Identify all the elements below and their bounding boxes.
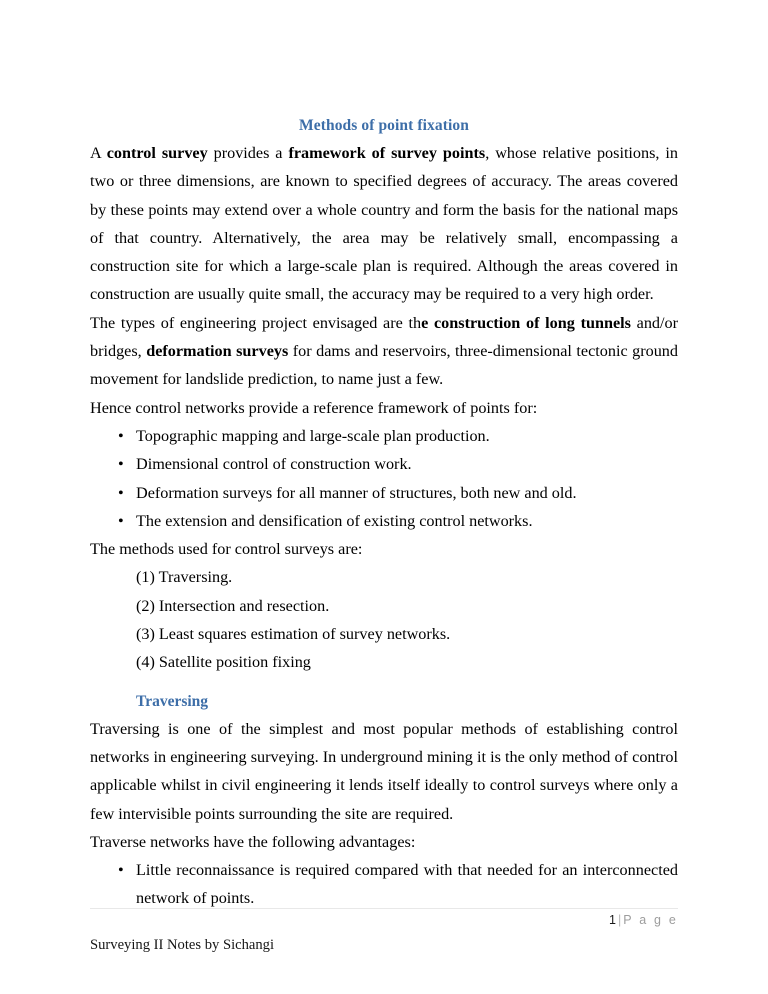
page-title: Methods of point fixation (299, 117, 469, 134)
intro-text-part-3: , whose relative positions, in two or three dimensions, are known to specified degrees of accuracy. The areas covered by these points may extend over a whole country and form the basis for the national maps of that country. Alternatively, the area may be relatively small, encompassing a construction site for which a large-scale plan is required. Although the areas covered in construction are usually quite small, the accuracy may be required to a very high order. (90, 144, 678, 304)
footer-divider (90, 908, 678, 909)
list-item: • The extension and densification of existing control networks. (90, 507, 678, 535)
list-item: (1) Traversing. (136, 568, 233, 587)
list-item: (2) Intersection and resection. (136, 596, 330, 615)
list-item: • Deformation surveys for all manner of structures, both new and old. (90, 479, 678, 507)
projects-text-part-1: The types of engineering project envisaged are th (90, 313, 422, 332)
paragraph-projects (90, 309, 678, 394)
page-number-separator: | (617, 913, 622, 927)
projects-bold-deformation-surveys: deformation surveys (146, 342, 289, 361)
paragraph-methods-lead: The methods used for control surveys are: (90, 540, 363, 559)
projects-text-part-3: for dams and reservoirs, three-dimensional tectonic ground movement for landslide prediction, to name just a few. (90, 342, 678, 389)
intro-text-part-1: A (90, 144, 107, 162)
page-number-block (90, 912, 678, 928)
paragraph-framework-lead: Hence control networks provide a reference framework of points for: (90, 398, 538, 417)
methods-numbered-list (90, 563, 678, 676)
intro-text-part-2: provides a (207, 144, 289, 162)
projects-bold-construction-of-long-tunnels: e construction of long tunnels (421, 313, 631, 332)
list-item: • Dimensional control of construction work. (90, 450, 678, 478)
intro-bold-framework-of-survey-points: framework of survey points (288, 144, 486, 162)
projects-text-part-2: and/or bridges, (90, 313, 678, 361)
list-item: (3) Least squares estimation of survey networks. (136, 625, 451, 644)
document-content (90, 115, 678, 913)
list-item: (4) Satellite position fixing (136, 653, 311, 672)
page-word-label: P a g e (623, 913, 678, 927)
paragraph-intro (90, 139, 678, 309)
page-number: 1 (609, 913, 616, 927)
section-heading-traversing: Traversing (136, 692, 209, 710)
list-item: • Topographic mapping and large-scale plan production. (90, 422, 678, 450)
footer-credit-text: Surveying II Notes by Sichangi (90, 937, 275, 953)
paragraph-traversing-body: Traversing is one of the simplest and most popular methods of establishing control networks in engineering surveying. In underground mining it is the only method of control applicable whilst in civil engineering it lends itself ideally to control surveys where only a few intervisible points surrounding the site are required. (90, 719, 678, 823)
intro-bold-control-survey: control survey (106, 144, 208, 162)
page-footer (90, 908, 678, 955)
list-item: • Little reconnaissance is required compared with that needed for an interconnected network of points. (90, 856, 678, 913)
paragraph-advantages-lead: Traverse networks have the following advantages: (90, 832, 416, 851)
advantages-bullet-list (90, 856, 678, 913)
framework-bullet-list (90, 422, 678, 535)
